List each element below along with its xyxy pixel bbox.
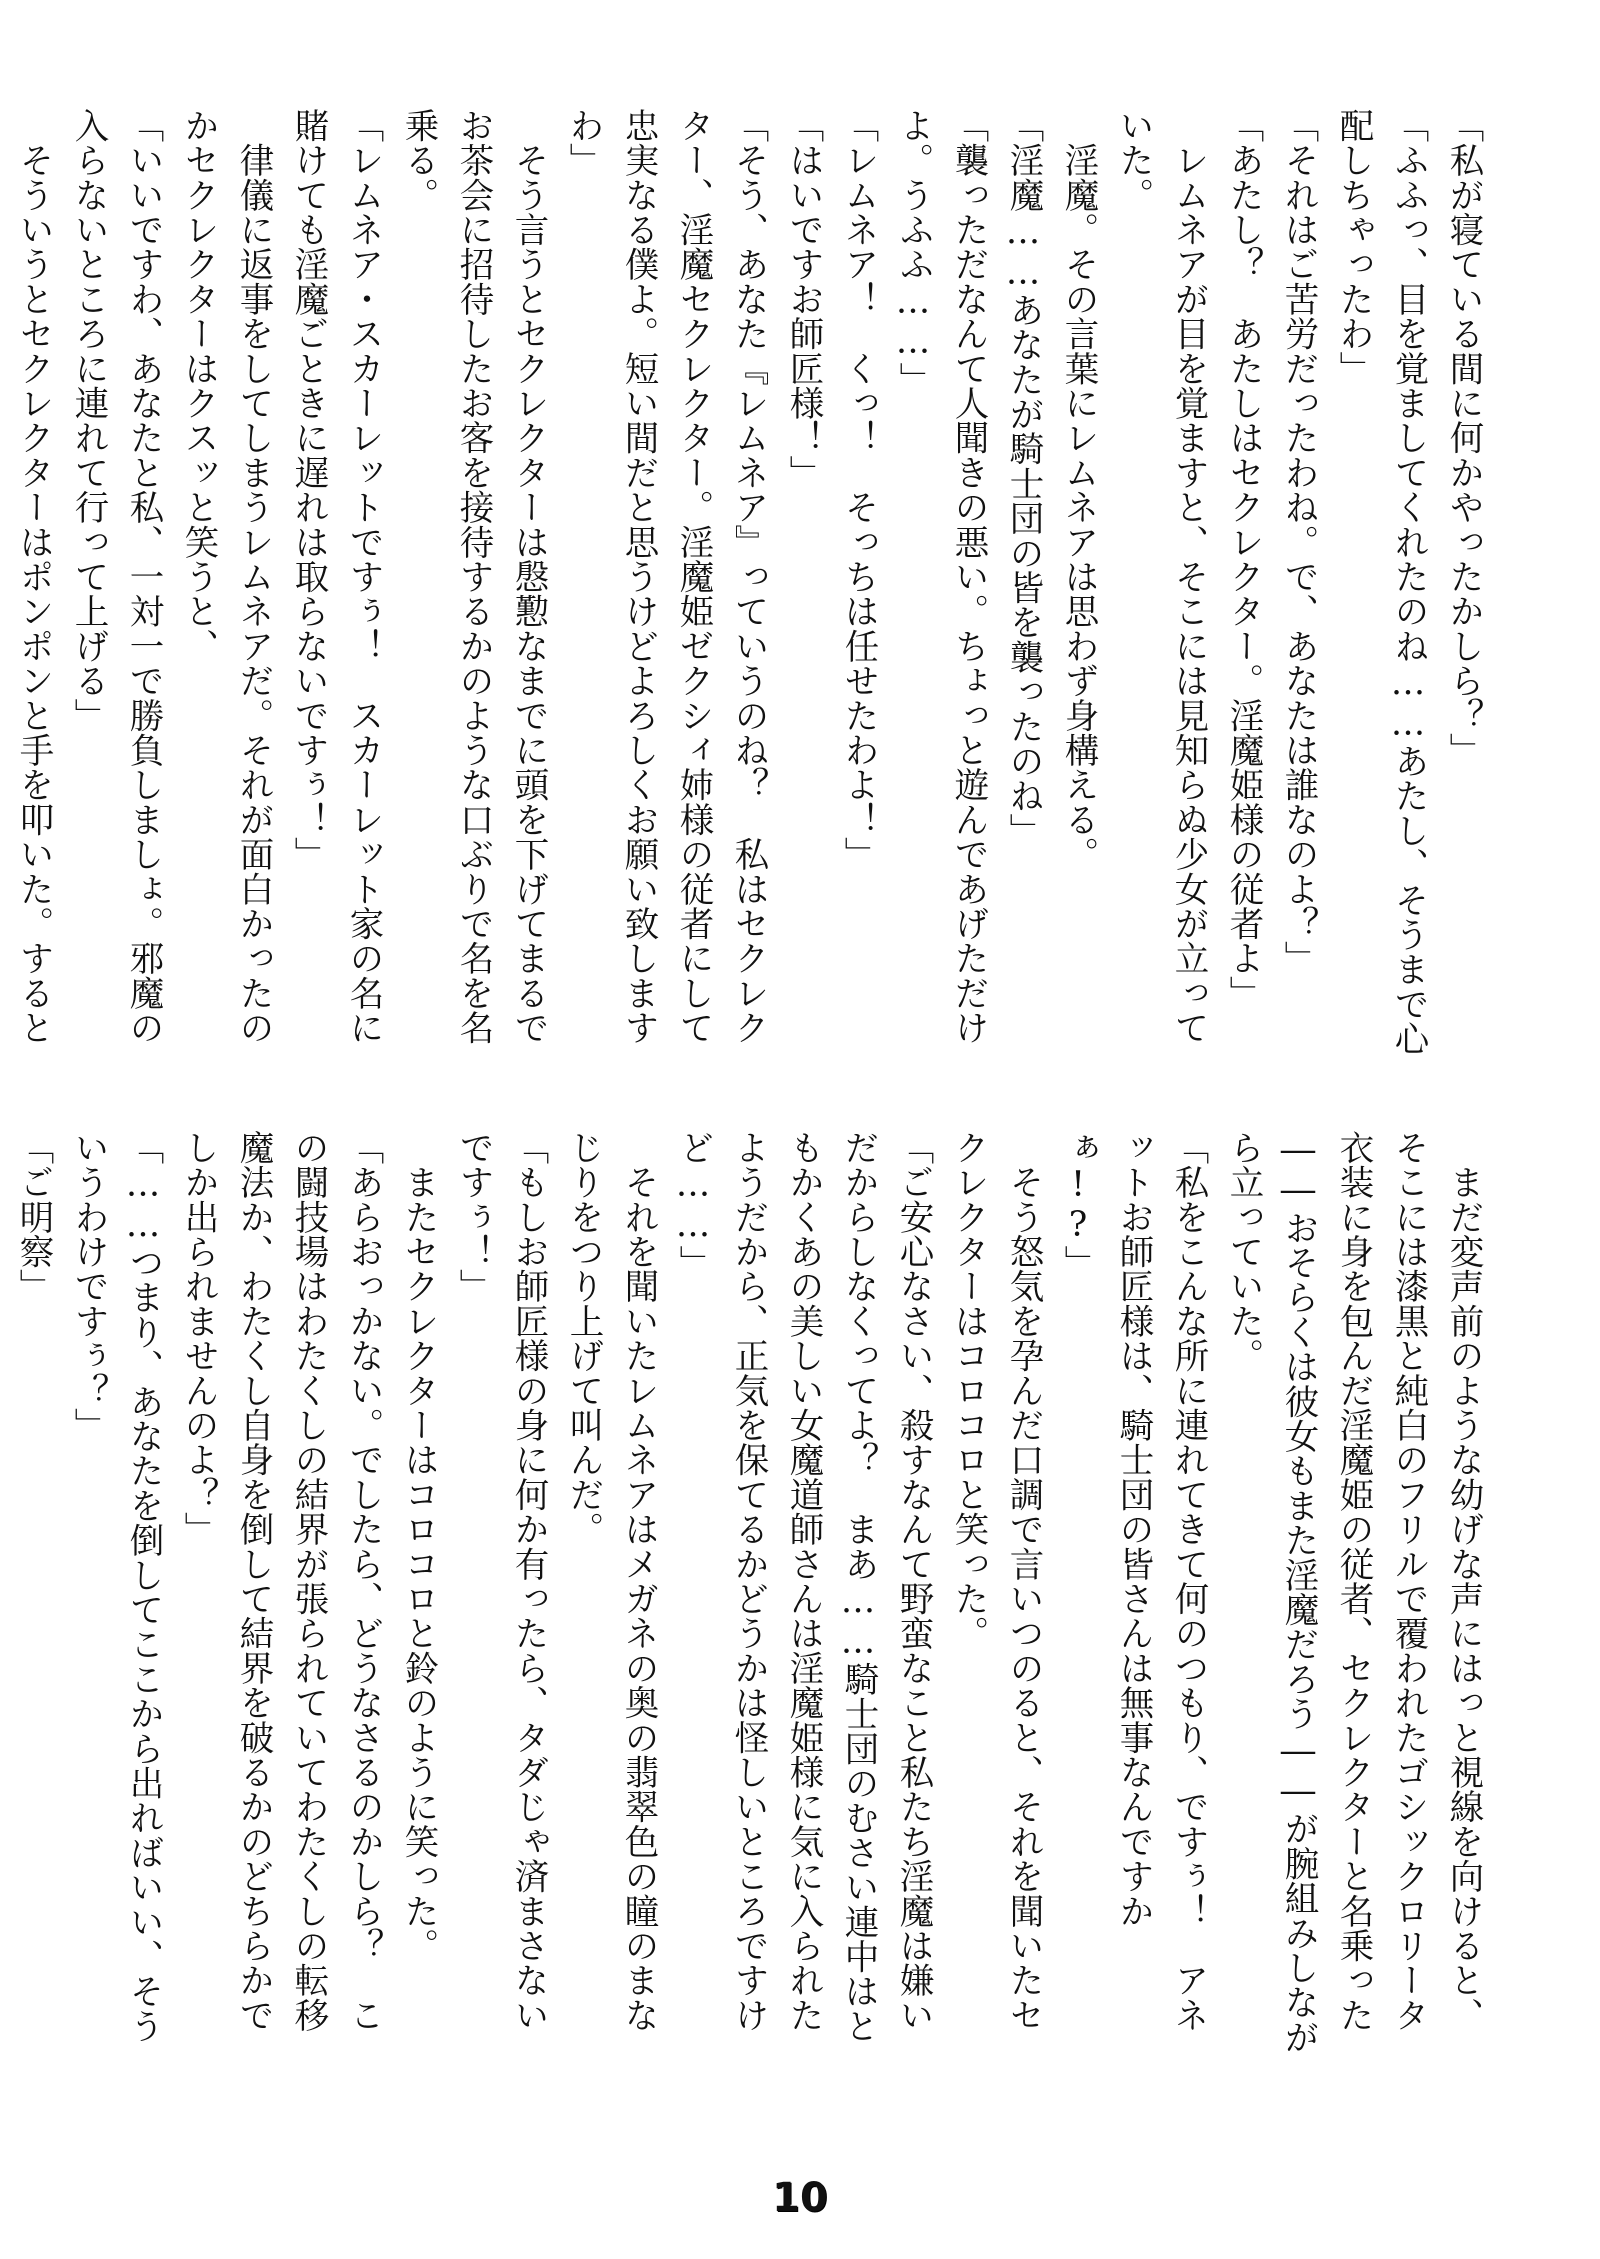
paragraph: 「私が寝ている間に何かやったかしら？」 <box>1443 108 1483 768</box>
paragraph: 「あたし？ あたしはセクレクター。淫魔姫様の従者よ」 <box>1223 108 1263 1011</box>
paragraph: そう怒気を孕んだ口調で言いつのると、それを聞いたセクレクターはコロコロと笑った。 <box>948 1130 1043 2033</box>
paragraph: それを聞いたレムネアはメガネの奥の翡翠色の瞳のまなじりをつり上げて叫んだ。 <box>563 1130 658 2033</box>
paragraph: 「そう、あなた『レムネア』っていうのね？ 私はセクレクター、淫魔セクレクター。淫魔姫ゼクシィ姉様の従者にして忠実なる僕よ。短い間だと思うけどよろしくお願い致しますわ」 <box>563 108 768 1045</box>
paragraph: 「いいですわ、あなたと私、一対一で勝負しましょ。邪魔の入らないところに連れて行って上げる」 <box>68 108 163 1045</box>
paragraph: そう言うとセクレクターは慇懃なまでに頭を下げてまるでお茶会に招待したお客を接待するかのような口ぶりで名を名乗る。 <box>398 108 548 1045</box>
paragraph: 「レムネア・スカーレットですぅ！ スカーレット家の名に賭けても淫魔ごときに遅れは取らないですぅ！」 <box>288 108 383 1045</box>
paragraph: 「襲っただなんて人聞きの悪い。ちょっと遊んであげただけよ。うふふ……」 <box>893 108 988 1045</box>
paragraph: 「淫魔……あなたが騎士団の皆を襲ったのね」 <box>1003 108 1043 848</box>
paragraph <box>0 1130 5 2060</box>
page-number: 10 <box>772 2175 828 2221</box>
paragraph: 「ご安心なさい、殺すなんて野蛮なこと私たち淫魔は嫌いだからしなくってよ？ まあ……騎士団のむさい連中はともかくあの美しい女魔道師さんは淫魔姫様に気に入られたようだから、正気を保てるかどうかは怪しいところですけど……」 <box>673 1130 933 2044</box>
paragraph: 「ご明察」 <box>13 1130 53 1304</box>
upper-text-block <box>13 108 1490 1058</box>
paragraph: またセクレクターはコロコロと鈴のように笑った。 <box>398 1130 438 1963</box>
paragraph: まだ変声前のような幼げな声にはっと視線を向けると、そこには漆黒と純白のフリルで覆われたゴシックロリータ衣装に身を包んだ淫魔姫の従者、セクレクターと名乗った――おそらくは彼女もまた淫魔だろう――が腕組みしながら立っていた。 <box>1223 1130 1483 2055</box>
paragraph: 「あらおっかない。でしたら、どうなさるのかしら？ この闘技場はわたくしの結界が張られていてわたくしの転移魔法か、わたくし自身を倒して結界を破るかのどちらかでしか出られませんのよ？」 <box>178 1130 383 2033</box>
paragraph: 律儀に返事をしてしまうレムネアだ。それが面白かったのかセクレクターはクスッと笑うと、 <box>178 108 273 1045</box>
paragraph: 「レムネア！ くっ！ そっちは任せたわよ！」 <box>838 108 878 872</box>
paragraph: 「もしお師匠様の身に何か有ったら、タダじゃ済まさないですぅ！」 <box>453 1130 548 2033</box>
lower-text-block <box>13 1130 1490 2060</box>
paragraph: 「私をこんな所に連れてきて何のつもり、ですぅ！ アネットお師匠様は、騎士団の皆さんは無事なんですかぁ!?」 <box>1058 1130 1208 2033</box>
paragraph: 「はいですお師匠様！」 <box>783 108 823 490</box>
paragraph: 「ふふっ、目を覚ましてくれたのね……あたし、そうまで心配しちゃったわ」 <box>1333 108 1428 1056</box>
paragraph: 「それはご苦労だったわね。で、あなたは誰なのよ？」 <box>1278 108 1318 976</box>
paragraph: レムネアが目を覚ますと、そこには見知らぬ少女が立っていた。 <box>1113 108 1208 1045</box>
paragraph: 淫魔。その言葉にレムネアは思わず身構える。 <box>1058 108 1098 872</box>
paragraph: そういうとセクレクターはポンポンと手を叩いた。すると <box>13 142 53 1045</box>
paragraph: 「……つまり、あなたを倒してここから出ればいい、そういうわけですぅ？」 <box>68 1130 163 2044</box>
